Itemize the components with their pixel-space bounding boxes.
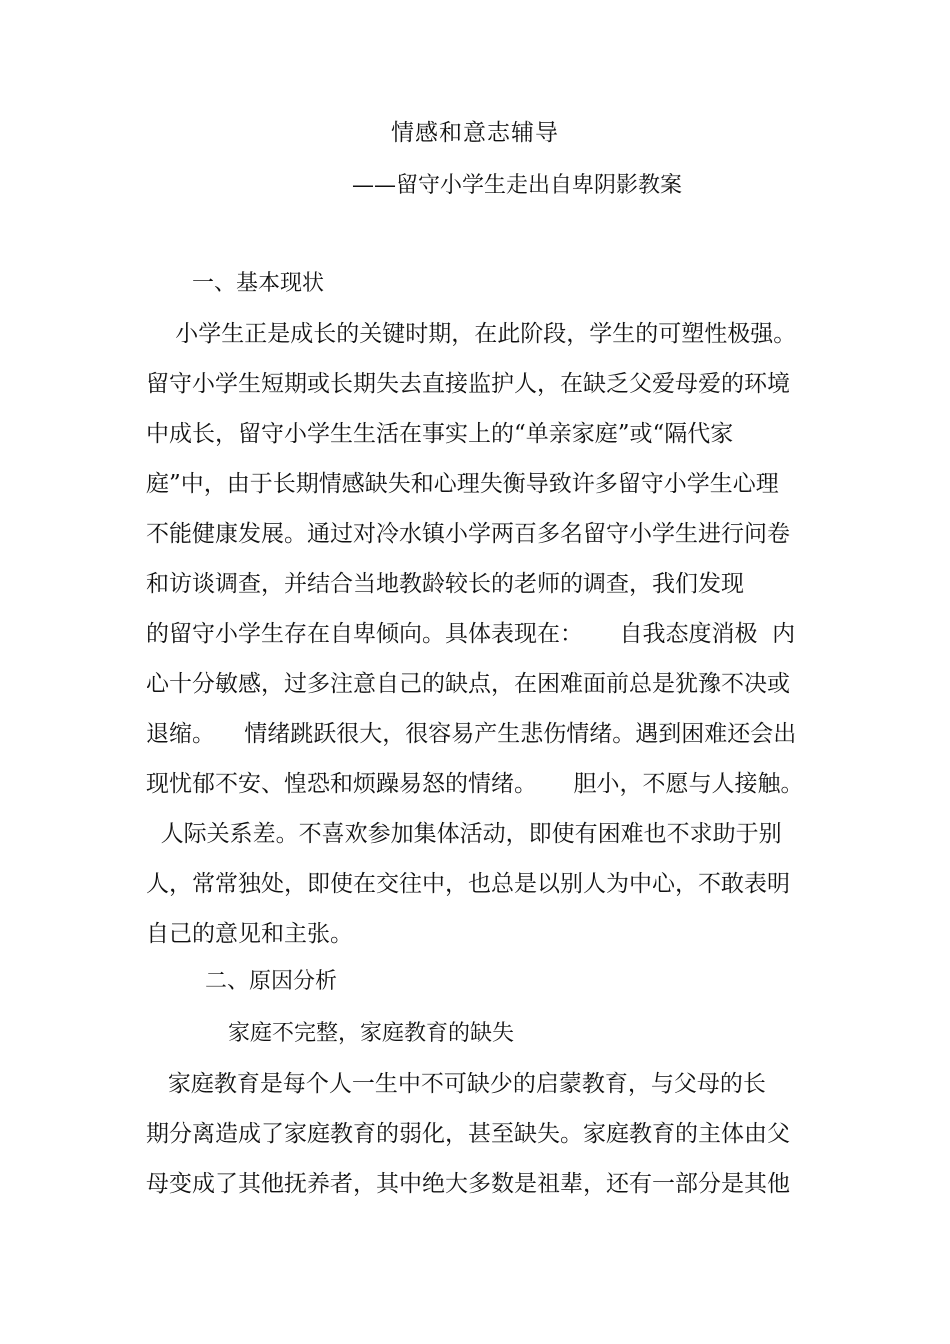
paragraph-line: 的留守小学生存在自卑倾向。具体表现在： 自我态度消极 内 [146, 621, 796, 647]
paragraph-line: 中成长，留守小学生生活在事实上的“单亲家庭”或“隔代家 [146, 421, 734, 447]
paragraph-line: 家庭教育是每个人一生中不可缺少的启蒙教育，与父母的长 [146, 1071, 766, 1097]
paragraph-line: 庭”中，由于长期情感缺失和心理失衡导致许多留守小学生心理 [146, 471, 779, 497]
paragraph-line: 心十分敏感，过多注意自己的缺点，在困难面前总是犹豫不决或 [146, 671, 790, 697]
section-heading-cause-analysis: 二、原因分析 [205, 969, 338, 994]
paragraph-line: 不能健康发展。通过对冷水镇小学两百多名留守小学生进行问卷 [146, 521, 790, 547]
paragraph-line: 自己的意见和主张。 [146, 921, 353, 947]
paragraph-line: 退缩。 情绪跳跃很大，很容易产生悲伤情绪。遇到困难还会出 [146, 721, 797, 747]
paragraph-line: 人际关系差。不喜欢参加集体活动，即使有困难也不求助于别 [146, 821, 782, 847]
paragraph-line: 现忧郁不安、惶恐和烦躁易怒的情绪。 胆小，不愿与人接触。 [146, 771, 804, 797]
document-subtitle: ——留守小学生走出自卑阴影教案 [352, 173, 683, 198]
paragraph-line: 和访谈调查，并结合当地教龄较长的老师的调查，我们发现 [146, 571, 744, 597]
paragraph-line: 期分离造成了家庭教育的弱化，甚至缺失。家庭教育的主体由父 [146, 1121, 790, 1147]
document-title: 情感和意志辅导 [391, 120, 559, 146]
paragraph-line: 人，常常独处，即使在交往中，也总是以别人为中心，不敢表明 [146, 871, 790, 897]
paragraph-line: 留守小学生短期或长期失去直接监护人，在缺乏父爱母爱的环境 [146, 371, 790, 397]
paragraph-line: 小学生正是成长的关键时期，在此阶段，学生的可塑性极强。 [146, 321, 797, 347]
paragraph-line: 母变成了其他抚养者，其中绝大多数是祖辈，还有一部分是其他 [146, 1171, 790, 1197]
section-heading-basic-status: 一、基本现状 [192, 271, 325, 296]
subsection-heading: 家庭不完整，家庭教育的缺失 [228, 1021, 515, 1046]
